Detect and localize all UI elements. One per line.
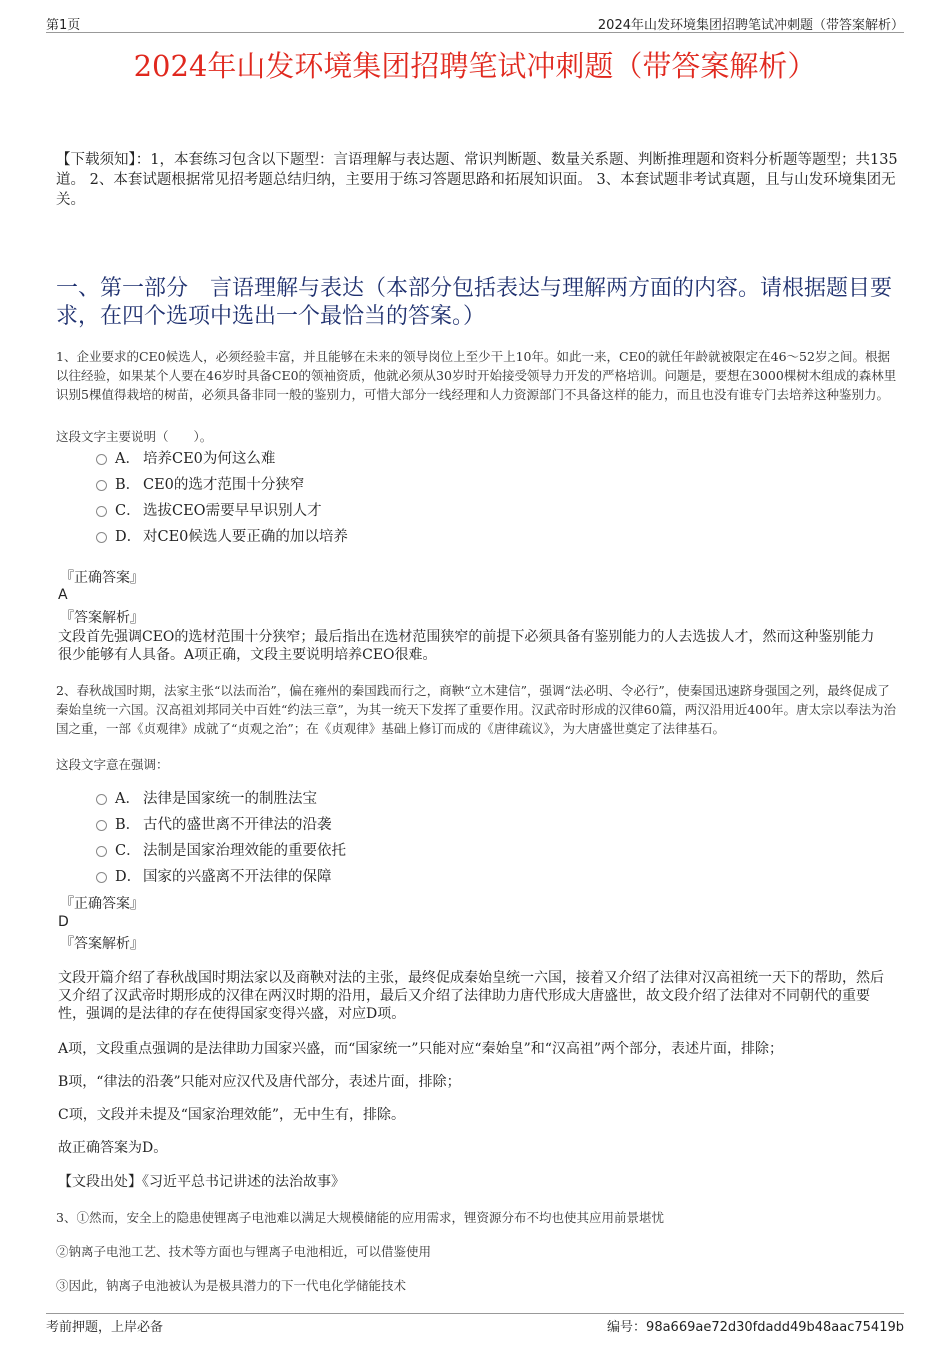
page-number: 第1页 <box>46 18 81 33</box>
header-doc-title: 2024年山发环境集团招聘笔试冲刺题（带答案解析） <box>597 18 904 33</box>
q2-answer-label: 『正确答案』 <box>60 896 144 912</box>
q1-prompt: 这段文字主要说明（ ）。 <box>56 429 213 444</box>
q2-note-b: B项，“律法的沿袭”只能对应汉代及唐代部分，表述片面，排除； <box>58 1074 461 1090</box>
q1-analysis: 文段首先强调CEO的选材范围十分狭窄；最后指出在选材范围狭窄的前提下必须具备有鉴别能力的人去选拔人才，然而这种鉴别能力很少能够有人具备。A项正确，文段主要说明培养CEO很难。 <box>58 629 875 663</box>
q2-option-a[interactable]: A． 法律是国家统一的制胜法宝 <box>96 789 317 809</box>
q2-analysis: 文段开篇介绍了春秋战国时期法家以及商鞅对法的主张，最终促成秦始皇统一六国，接着又介绍了法律对汉高祖统一天下的帮助，然后又介绍了汉武帝时期形成的汉律在两汉时期的沿用，最后又介绍了法律助力唐代形成大唐盛世，故文段介绍了法律对不同朝代的重要性，强调的是法律的存在使得国家变得兴盛，对应D项。 <box>58 970 884 1022</box>
q2-option-b[interactable]: B． 古代的盛世离不开律法的沿袭 <box>96 815 332 835</box>
radio-icon[interactable] <box>96 532 107 543</box>
q1-option-d[interactable]: D． 对CE0候选人要正确的加以培养 <box>96 527 348 547</box>
q2-option-c[interactable]: C． 法制是国家治理效能的重要依托 <box>96 841 346 861</box>
page-title: 2024年山发环境集团招聘笔试冲刺题（带答案解析） <box>133 49 817 83</box>
q3-sentence-3: ③因此，钠离子电池被认为是极具潜力的下一代电化学储能技术 <box>56 1278 407 1293</box>
radio-icon[interactable] <box>96 794 107 805</box>
radio-icon[interactable] <box>96 506 107 517</box>
q2-answer: D <box>58 914 69 930</box>
q2-analysis-label: 『答案解析』 <box>60 936 144 952</box>
q1-answer: A <box>58 587 68 603</box>
q1-analysis-label: 『答案解析』 <box>60 610 144 626</box>
q1-option-b[interactable]: B． CE0的选才范围十分狭窄 <box>96 475 304 495</box>
radio-icon[interactable] <box>96 846 107 857</box>
footer-slogan: 考前押题，上岸必备 <box>46 1320 164 1335</box>
q1-option-a[interactable]: A． 培养CE0为何这么难 <box>96 449 275 469</box>
q1-answer-label: 『正确答案』 <box>60 570 144 586</box>
radio-icon[interactable] <box>96 454 107 465</box>
q3-sentence-2: ②钠离子电池工艺、技术等方面也与锂离子电池相近，可以借鉴使用 <box>56 1244 432 1259</box>
radio-icon[interactable] <box>96 820 107 831</box>
q2-stem: 2、春秋战国时期，法家主张“以法而治”，偏在雍州的秦国践而行之，商鞅“立木建信”，强调“法必明、令必行”，使秦国迅速跻身强国之列，最终促成了秦始皇统一六国。汉高祖刘邦同关中百姓“约法三章”，为其一统天下发挥了重要作用。汉武帝时形成的汉律60篇，两汉沿用近400年。唐太宗以奉法为治国之重，一部《贞观律》成就了“贞观之治”；在《贞观律》基础上修订而成的《唐律疏议》，为大唐盛世奠定了法律基石。 <box>56 683 897 736</box>
radio-icon[interactable] <box>96 872 107 883</box>
section-heading: 一、第一部分 言语理解与表达（本部分包括表达与理解两方面的内容。请根据题目要求，在四个选项中选出一个最恰当的答案。） <box>56 276 893 329</box>
page-footer <box>46 1313 904 1334</box>
q3-sentence-1: 3、①然而，安全上的隐患使锂离子电池难以满足大规模储能的应用需求，锂资源分布不均也使其应用前景堪忧 <box>56 1210 664 1225</box>
q2-source: 【文段出处】《习近平总书记讲述的法治故事》 <box>58 1174 345 1190</box>
radio-icon[interactable] <box>96 480 107 491</box>
q2-prompt: 这段文字意在强调： <box>56 757 169 772</box>
q2-option-d[interactable]: D． 国家的兴盛离不开法律的保障 <box>96 867 332 887</box>
footer-code: 编号：98a669ae72d30fdadd49b48aac75419b <box>607 1320 904 1335</box>
q1-option-c[interactable]: C． 选拔CEO需要早早识别人才 <box>96 501 322 521</box>
page-header <box>46 12 904 33</box>
q2-conclusion: 故正确答案为D。 <box>58 1140 168 1156</box>
q2-note-a: A项，文段重点强调的是法律助力国家兴盛，而“国家统一”只能对应“秦始皇”和“汉高祖”两个部分，表述片面，排除； <box>58 1041 784 1057</box>
q1-stem: 1、企业要求的CE0候选人，必须经验丰富，并且能够在未来的领导岗位上至少干上10年。如此一来，CE0的就任年龄就被限定在46～52岁之间。根据以往经验，如果某个人要在46岁时具备CE0的领袖资质，他就必须从30岁时开始接受领导力开发的严格培训。问题是，要想在3000棵树木组成的森林里识别5棵值得栽培的树苗，必须具备非同一般的鉴别力，可惜大部分一线经理和人力资源部门不具备这样的能力，而且也没有谁专门去培养这种鉴别力。 <box>56 349 897 402</box>
download-notice: 【下载须知】：1，本套练习包含以下题型：言语理解与表达题、常识判断题、数量关系题、判断推理题和资料分析题等题型；共135道。 2、本套试题根据常见招考题总结归纳，主要用于练习答题思路和拓展知识面。 3、本套试题非考试真题，且与山发环境集团无关。 <box>56 152 898 208</box>
q2-note-c: C项，文段并未提及“国家治理效能”，无中生有，排除。 <box>58 1107 406 1123</box>
